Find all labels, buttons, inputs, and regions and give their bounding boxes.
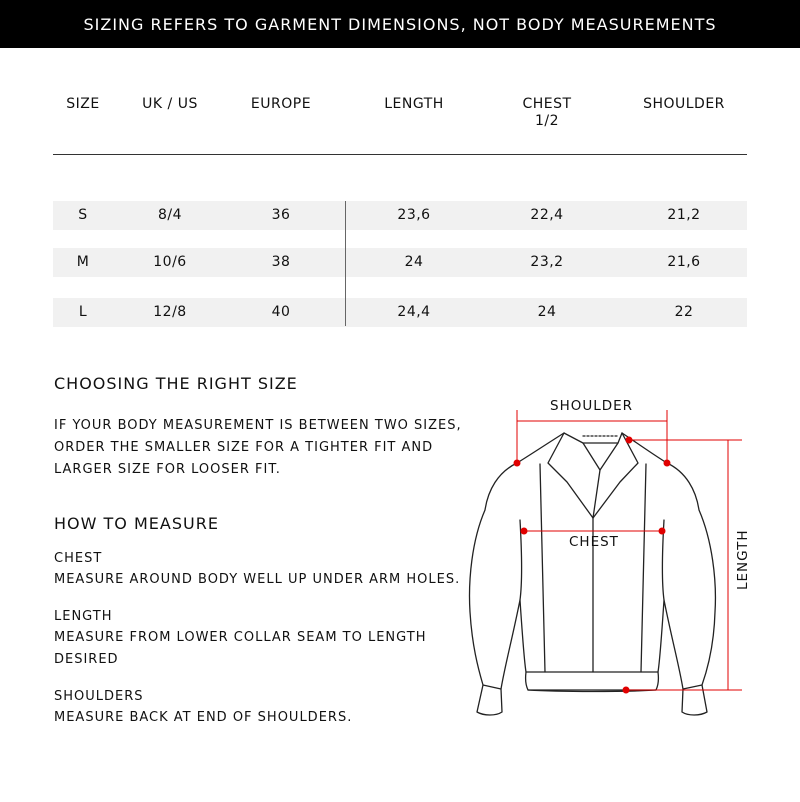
shoulders-title: SHOULDERS — [54, 689, 144, 704]
cell-shoulder: 21,2 — [667, 207, 701, 223]
cell-length: 23,6 — [397, 207, 431, 223]
cell-uk-us: 12/8 — [153, 304, 187, 320]
cell-shoulder: 21,6 — [667, 254, 701, 270]
cell-europe: 38 — [271, 254, 291, 270]
cell-europe: 36 — [271, 207, 291, 223]
cell-chest: 23,2 — [530, 254, 564, 270]
header-chest — [522, 96, 571, 130]
header-chest-sub: 1/2 — [534, 113, 560, 129]
cell-size: M — [76, 254, 90, 270]
diagram-chest-label: CHEST — [569, 534, 619, 550]
length-title: LENGTH — [54, 609, 113, 624]
sweater-body-outline — [470, 433, 716, 689]
sweater-cuff-left — [477, 685, 502, 715]
cell-size: L — [78, 304, 88, 320]
header-length: LENGTH — [384, 96, 444, 112]
choosing-line-2: ORDER THE SMALLER SIZE FOR A TIGHTER FIT AND — [54, 440, 434, 455]
header-europe: EUROPE — [250, 96, 312, 112]
chest-title: CHEST — [54, 551, 103, 566]
length-text-1: MEASURE FROM LOWER COLLAR SEAM TO LENGTH — [54, 630, 427, 645]
table-row — [53, 298, 747, 327]
choosing-line-3: LARGER SIZE FOR LOOSER FIT. — [54, 462, 281, 477]
sweater-cuff-right — [682, 685, 707, 715]
table-column-divider — [345, 201, 346, 326]
choosing-line-1: IF YOUR BODY MEASUREMENT IS BETWEEN TWO SIZES, — [54, 418, 462, 433]
sweater-hem-band — [526, 672, 659, 690]
shoulders-text: MEASURE BACK AT END OF SHOULDERS. — [54, 710, 353, 725]
length-text-2: DESIRED — [54, 652, 119, 667]
table-row — [53, 201, 747, 230]
sweater-collar — [564, 433, 622, 443]
diagram-shoulder-label: SHOULDER — [550, 398, 634, 414]
choosing-title: CHOOSING THE RIGHT SIZE — [54, 374, 298, 393]
cell-size: S — [78, 207, 88, 223]
cell-europe: 40 — [271, 304, 291, 320]
chest-text: MEASURE AROUND BODY WELL UP UNDER ARM HOLES. — [54, 572, 461, 587]
cell-uk-us: 8/4 — [157, 207, 183, 223]
cell-chest: 24 — [537, 304, 557, 320]
header-size: SIZE — [66, 96, 100, 112]
table-row — [53, 248, 747, 277]
cell-uk-us: 10/6 — [153, 254, 187, 270]
cell-length: 24 — [404, 254, 424, 270]
header-divider — [53, 154, 747, 155]
diagram-length-label: LENGTH — [735, 529, 751, 590]
cell-length: 24,4 — [397, 304, 431, 320]
cell-chest: 22,4 — [530, 207, 564, 223]
header-banner: SIZING REFERS TO GARMENT DIMENSIONS, NOT BODY MEASUREMENTS — [0, 0, 800, 48]
header-uk-us: UK / US — [142, 96, 198, 112]
header-shoulder: SHOULDER — [643, 96, 725, 112]
how-to-measure-title: HOW TO MEASURE — [54, 514, 219, 533]
header-chest-label: CHEST — [522, 96, 572, 112]
cell-shoulder: 22 — [674, 304, 694, 320]
